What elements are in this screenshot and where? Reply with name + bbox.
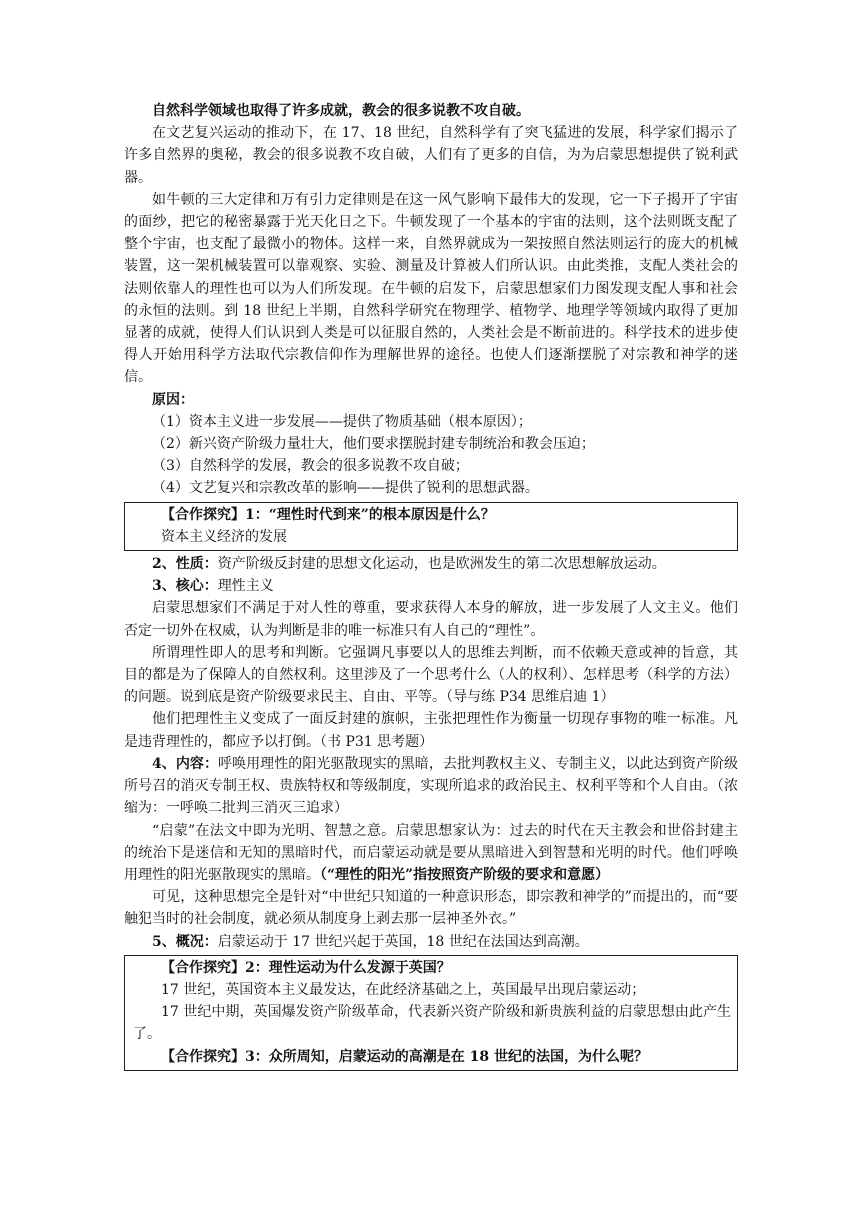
inquiry-question-3: 【合作探究】3：众所周知，启蒙运动的高潮是在 18 世纪的法国，为什么呢？ bbox=[161, 1048, 648, 1065]
intro-heading: 自然科学领域也取得了许多成就，教会的很多说教不攻自破。 bbox=[152, 103, 530, 119]
paragraph-science-progress: 在文艺复兴运动的推动下，在 17、18 世纪，自然科学有了突飞猛进的发展，科学家们揭示了许多自然界的奥秘，教会的很多说教不攻自破，人们有了更多的自信，为为启蒙思想提供了锐利武器。 bbox=[124, 125, 738, 186]
overview-text: 启蒙运动于 17 世纪兴起于英国，18 世纪在法国达到高潮。 bbox=[217, 933, 589, 950]
cooperative-inquiry-box-2 bbox=[124, 955, 738, 1071]
core-section bbox=[124, 575, 738, 597]
content-label: 4、内容： bbox=[152, 755, 219, 772]
core-text: 理性主义 bbox=[217, 578, 274, 595]
cooperative-inquiry-box-1 bbox=[124, 502, 738, 551]
content-section bbox=[124, 753, 738, 820]
inquiry-question-2: 【合作探究】2：理性运动为什么发源于英国？ bbox=[161, 959, 451, 976]
inquiry-question-1: 【合作探究】1：“理性时代到来”的根本原因是什么？ bbox=[161, 506, 495, 523]
paragraph-core-1: 启蒙思想家们不满足于对人性的尊重，要求获得人本身的解放，进一步发展了人文主义。他们否定一切外在权威，认为判断是非的唯一标准只有人自己的“理性”。 bbox=[124, 600, 738, 639]
paragraph-core-3: 他们把理性主义变成了一面反封建的旗帜，主张把理性作为衡量一切现存事物的唯一标准。凡是违背理性的，都应予以打倒。（书 P31 思考题） bbox=[124, 711, 738, 750]
reason-item: （2）新兴资产阶级力量壮大，他们要求摆脱封建专制统治和教会压迫； bbox=[152, 436, 595, 453]
paragraph-visible: 可见，这种思想完全是针对“中世纪只知道的一种意识形态，即宗教和神学的”而提出的，而“要触犯当时的社会制度，就必须从制度身上剥去那一层神圣外衣。” bbox=[124, 889, 738, 928]
core-label: 3、核心： bbox=[152, 578, 218, 595]
enlightenment-note: （“理性的阳光”指按照资产阶级的要求和意愿） bbox=[320, 866, 610, 883]
document-page bbox=[124, 100, 738, 1073]
inquiry-answer-2b: 17 世纪中期，英国爆发资产阶级革命，代表新兴资产阶级和新贵族利益的启蒙思想由此产生了。 bbox=[133, 1004, 731, 1043]
reasons-label: 原因： bbox=[152, 391, 194, 408]
content-text: 呼唤用理性的阳光驱散现实的黑暗，去批判教权主义、专制主义，以此达到资产阶级所号召的消灭专制王权、贵族特权和等级制度，实现所追求的政治民主、权利平等和个人自由。（浓缩为：一呼唤二批判三消灭三追求） bbox=[124, 755, 738, 817]
nature-section bbox=[124, 553, 738, 575]
nature-text: 资产阶级反封建的思想文化运动，也是欧洲发生的第二次思想解放运动。 bbox=[217, 556, 666, 573]
reason-item: （3）自然科学的发展，教会的很多说教不攻自破； bbox=[152, 458, 469, 475]
paragraph-core-2: 所谓理性即人的思考和判断。它强调凡事要以人的思维去判断，而不依赖天意或神的旨意，其目的都是为了保障人的自然权利。这里涉及了一个思考什么（人的权利）、怎样思考（科学的方法）的问题。说到底是资产阶级要求民主、自由、平等。（导与练 P34 思维启迪 1） bbox=[124, 644, 738, 706]
overview-section bbox=[124, 931, 738, 953]
paragraph-newton: 如牛顿的三大定律和万有引力定律则是在这一风气影响下最伟大的发现，它一下子揭开了宇宙的面纱，把它的秘密暴露于光天化日之下。牛顿发现了一个基本的宇宙的法则，这个法则既支配了整个宇宙，也支配了最微小的物体。这样一来，自然界就成为一架按照自然法则运行的庞大的机械装置，这一架机械装置可以靠观察、实验、测量及计算被人们所认识。由此类推，支配人类社会的法则依靠人的理性也可以为人们所发现。在牛顿的启发下，启蒙思想家们力图发现支配人事和社会的永恒的法则。到 18 世纪上半期，自然科学研究在物理学、植物学、地理学等领域内取得了更加显著的成就，使得人们认识到人类是可以征服自然的，人类社会是不断前进的。科学技术的进步使得人开始用科学方法取代宗教信仰作为理解世界的途径。也使人们逐渐摆脱了对宗教和神学的迷信。 bbox=[124, 191, 738, 386]
inquiry-answer-1: 资本主义经济的发展 bbox=[161, 528, 287, 545]
paragraph-enlightenment bbox=[124, 820, 738, 887]
reason-item: （1）资本主义进一步发展——提供了物质基础（根本原因）； bbox=[152, 413, 532, 430]
nature-label: 2、性质： bbox=[152, 556, 218, 573]
reasons-list bbox=[124, 411, 738, 500]
reason-item: （4）文艺复兴和宗教改革的影响——提供了锐利的思想武器。 bbox=[152, 480, 539, 497]
overview-label: 5、概况： bbox=[152, 933, 218, 950]
enlightenment-text: “启蒙”在法文中即为光明、智慧之意。启蒙思想家认为：过去的时代在天主教会和世俗封建主的统治下是迷信和无知的黑暗时代，而启蒙运动就是要从黑暗进入到智慧和光明的时代。他们呼唤用理性的阳光驱散现实的黑暗。 bbox=[124, 822, 738, 883]
inquiry-answer-2a: 17 世纪，英国资本主义最发达，在此经济基础之上，英国最早出现启蒙运动； bbox=[161, 981, 646, 998]
